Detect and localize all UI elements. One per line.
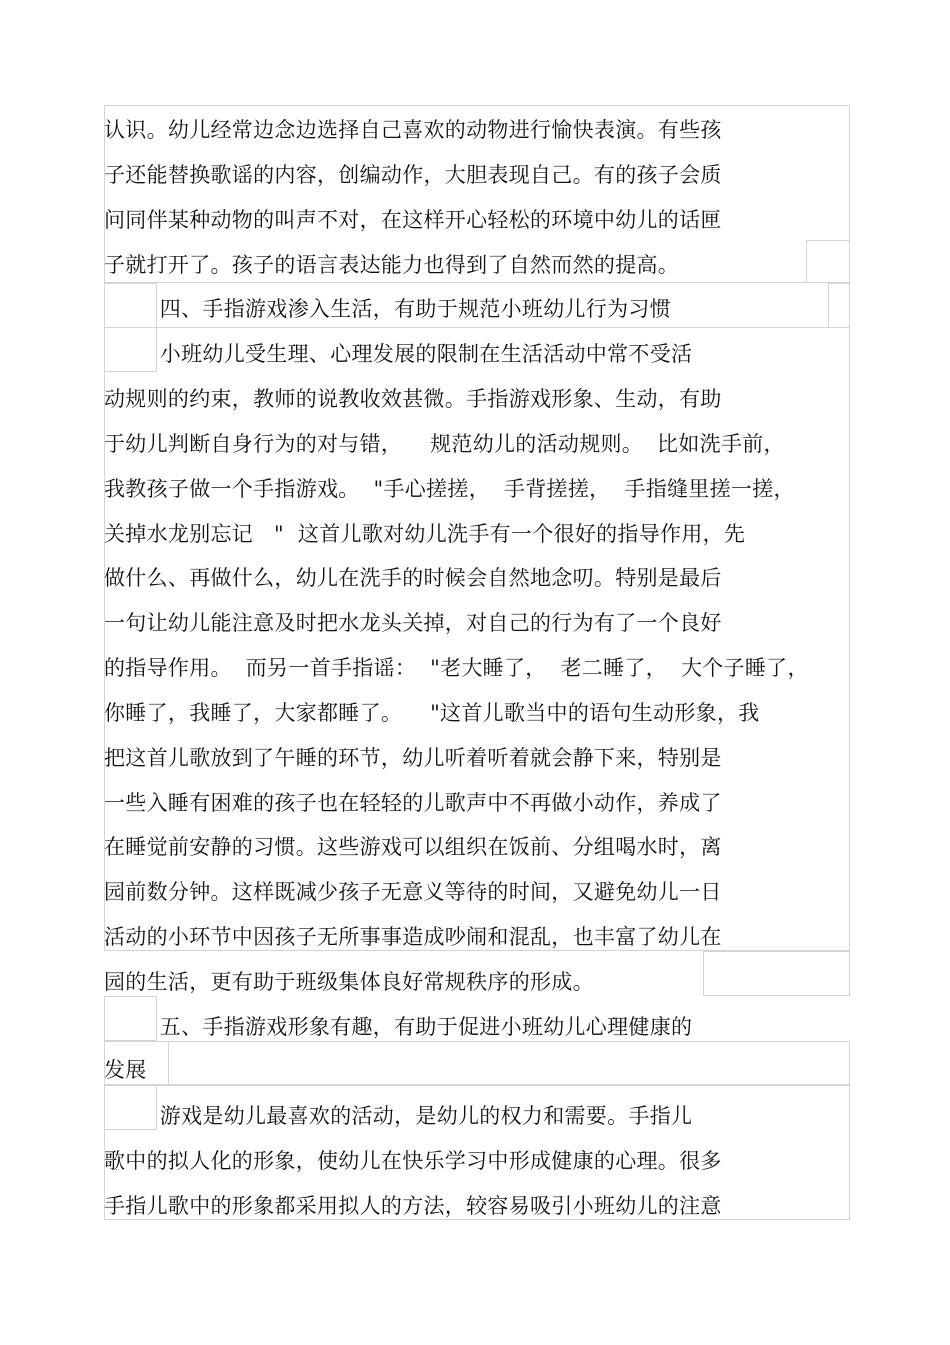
body-line-25: 手指儿歌中的形象都采用拟人的方法，较容易吸引小班幼儿的注意 <box>104 1194 722 1218</box>
text-frame-9 <box>168 1041 850 1085</box>
section-heading-5: 五、手指游戏形象有趣，有助于促进小班幼儿心理健康的 <box>104 1015 693 1039</box>
body-line-1: 认识。幼儿经常边念边选择自己喜欢的动物进行愉快表演。有些孩 <box>104 118 722 142</box>
body-line-7: 动规则的约束，教师的说教收效甚微。手指游戏形象、生动，有助 <box>104 387 722 411</box>
body-line-11: 做什么、再做什么，幼儿在洗手的时候会自然地念叨。特别是最后 <box>104 566 722 590</box>
body-line-8: 于幼儿判断自身行为的对与错， 规范幼儿的活动规则。 比如洗手前， <box>104 432 785 456</box>
text-frame-2 <box>806 240 850 283</box>
body-line-17: 在睡觉前安静的习惯。这些游戏可以组织在饭前、分组喝水时，离 <box>104 835 722 859</box>
body-line-14: 你睡了，我睡了，大家都睡了。 "这首儿歌当中的语句生动形象，我 <box>104 701 760 725</box>
section-heading-4: 四、手指游戏渗入生活，有助于规范小班幼儿行为习惯 <box>104 297 671 321</box>
body-line-20: 园的生活，更有助于班级集体良好常规秩序的形成。 <box>104 970 594 994</box>
body-line-4: 子就打开了。孩子的语言表达能力也得到了自然而然的提高。 <box>104 253 680 277</box>
body-line-23: 游戏是幼儿最喜欢的活动，是幼儿的权力和需要。手指儿 <box>104 1104 693 1128</box>
body-line-10: 关掉水龙别忘记 " 这首儿歌对幼儿洗手有一个很好的指导作用，先 <box>104 522 746 546</box>
body-line-18: 园前数分钟。这样既减少孩子无意义等待的时间，又避免幼儿一日 <box>104 880 722 904</box>
text-frame-8 <box>104 1041 850 1085</box>
text-frame-4 <box>828 283 850 328</box>
body-line-9: 我教孩子做一个手指游戏。 "手心搓搓， 手背搓搓， 手指缝里搓一搓， <box>104 477 795 501</box>
body-line-15: 把这首儿歌放到了午睡的环节，幼儿听着听着就会静下来，特别是 <box>104 746 722 770</box>
body-line-16: 一些入睡有困难的孩子也在轻轻的儿歌声中不再做小动作，养成了 <box>104 791 722 815</box>
body-line-6: 小班幼儿受生理、心理发展的限制在生活活动中常不受活 <box>104 342 693 366</box>
body-line-24: 歌中的拟人化的形象，使幼儿在快乐学习中形成健康的心理。很多 <box>104 1149 722 1173</box>
body-line-12: 一句让幼儿能注意及时把水龙头关掉，对自己的行为有了一个良好 <box>104 611 722 635</box>
text-frame-6 <box>703 951 850 996</box>
body-line-13: 的指导作用。 而另一首手指谣： "老大睡了， 老二睡了， 大个子睡了， <box>104 656 809 680</box>
section-heading-5-cont: 发展 <box>104 1058 147 1082</box>
body-line-3: 问同伴某种动物的叫声不对，在这样开心轻松的环境中幼儿的话匣 <box>104 208 722 232</box>
body-line-2: 子还能替换歌谣的内容，创编动作，大胆表现自己。有的孩子会质 <box>104 163 722 187</box>
body-line-19: 活动的小环节中因孩子无所事事造成吵闹和混乱，也丰富了幼儿在 <box>104 925 722 949</box>
